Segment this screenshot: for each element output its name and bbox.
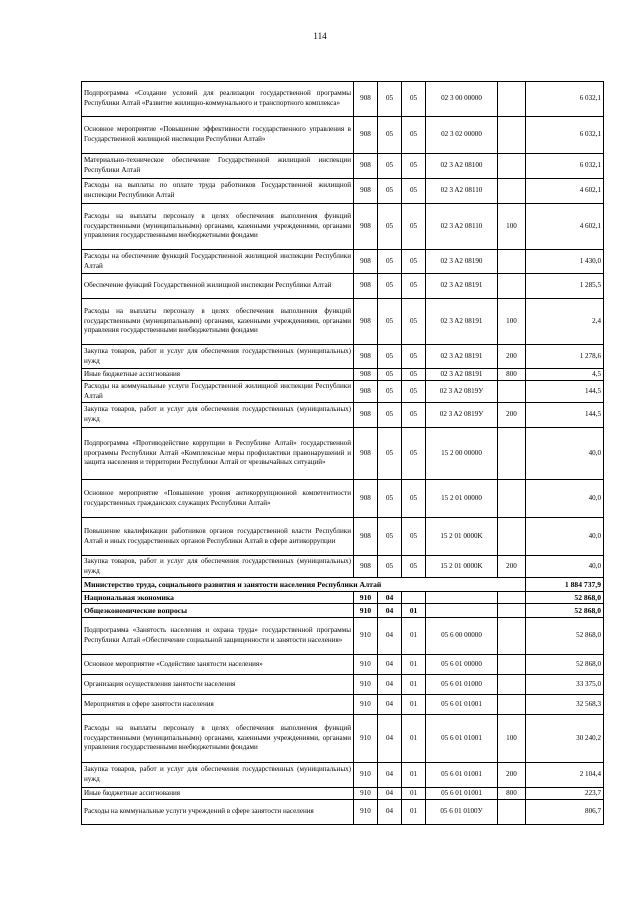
cell-subsection: 05 <box>402 82 426 117</box>
cell-section: 04 <box>378 675 402 695</box>
cell-amount: 1 884 737,9 <box>526 578 604 592</box>
cell-amount: 40,0 <box>526 480 604 518</box>
cell-ministry-code: 908 <box>354 345 378 369</box>
cell-expense-type: 100 <box>498 299 526 345</box>
cell-section: 04 <box>378 655 402 675</box>
cell-target-article: 02 3 02 00000 <box>426 117 498 154</box>
cell-name: Повышение квалификации работников органов государственной власти Республики Алтай и иных государственных органов Республики Алтай в сфере антикоррупции <box>82 518 354 556</box>
cell-expense-type: 200 <box>498 345 526 369</box>
cell-expense-type <box>498 274 526 299</box>
cell-amount: 2,4 <box>526 299 604 345</box>
cell-amount: 144,5 <box>526 403 604 428</box>
cell-section: 05 <box>378 556 402 578</box>
cell-subsection: 05 <box>402 274 426 299</box>
cell-section: 05 <box>378 179 402 204</box>
cell-section: 04 <box>378 592 402 604</box>
table-row <box>82 788 604 800</box>
cell-amount: 40,0 <box>526 556 604 578</box>
cell-name: Организация осуществления занятости населения <box>82 675 354 695</box>
cell-target-article: 02 3 A2 08191 <box>426 369 498 381</box>
table-row <box>82 695 604 715</box>
cell-subsection: 01 <box>402 618 426 655</box>
cell-expense-type <box>498 117 526 154</box>
table-row <box>82 578 604 592</box>
cell-target-article: 02 3 A2 08190 <box>426 250 498 274</box>
table-row <box>82 556 604 578</box>
cell-name: Закупка товаров, работ и услуг для обеспечения государственных (муниципальных) нужд <box>82 763 354 788</box>
cell-amount: 52 868,0 <box>526 655 604 675</box>
cell-target-article: 02 3 A2 08100 <box>426 154 498 179</box>
table-row <box>82 763 604 788</box>
cell-target-article <box>426 604 498 618</box>
cell-amount: 1 430,0 <box>526 250 604 274</box>
cell-name: Расходы на выплаты персоналу в целях обеспечения выполнения функций государственными (муниципальными) органами, казенными учреждениями, органами управления государственными внебюджетными фондами <box>82 204 354 250</box>
budget-table <box>81 81 604 825</box>
table-row <box>82 518 604 556</box>
cell-amount: 2 104,4 <box>526 763 604 788</box>
cell-target-article: 02 3 A2 08191 <box>426 345 498 369</box>
cell-name: Расходы на коммунальные услуги Государственной жилищной инспекции Республики Алтай <box>82 381 354 403</box>
cell-section: 05 <box>378 274 402 299</box>
cell-name: Закупка товаров, работ и услуг для обеспечения государственных (муниципальных) нужд <box>82 403 354 428</box>
cell-ministry-code: 908 <box>354 117 378 154</box>
cell-amount: 144,5 <box>526 381 604 403</box>
cell-target-article: 05 6 01 01001 <box>426 715 498 763</box>
table-row <box>82 345 604 369</box>
cell-name: Расходы на выплаты персоналу в целях обеспечения выполнения функций государственными (муниципальными) органами, казенными учреждениями, органами управления государственными внебюджетными фондами <box>82 299 354 345</box>
cell-target-article: 02 3 A2 08110 <box>426 204 498 250</box>
cell-expense-type <box>498 154 526 179</box>
cell-name: Подпрограмма «Занятость населения и охрана труда» государственной программы Республики Алтай «Обеспечение социальной защищенности и занятости населения» <box>82 618 354 655</box>
cell-name: Общеэкономические вопросы <box>82 604 354 618</box>
cell-section: 05 <box>378 154 402 179</box>
cell-section: 04 <box>378 695 402 715</box>
cell-amount: 6 032,1 <box>526 154 604 179</box>
cell-section: 05 <box>378 480 402 518</box>
cell-subsection: 05 <box>402 480 426 518</box>
cell-name: Иные бюджетные ассигнования <box>82 369 354 381</box>
cell-name: Иные бюджетные ассигнования <box>82 788 354 800</box>
cell-subsection: 05 <box>402 179 426 204</box>
cell-expense-type: 200 <box>498 556 526 578</box>
cell-target-article: 02 3 A2 0819У <box>426 403 498 428</box>
cell-ministry-code: 910 <box>354 715 378 763</box>
cell-target-article: 05 6 00 00000 <box>426 618 498 655</box>
cell-amount: 30 240,2 <box>526 715 604 763</box>
cell-section: 05 <box>378 117 402 154</box>
cell-ministry-code: 910 <box>354 675 378 695</box>
cell-ministry-code: 910 <box>354 800 378 825</box>
cell-name: Закупка товаров, работ и услуг для обеспечения государственных (муниципальных) нужд <box>82 556 354 578</box>
cell-subsection: 05 <box>402 369 426 381</box>
cell-section: 04 <box>378 618 402 655</box>
cell-name: Обеспечение функций Государственной жилищной инспекции Республики Алтай <box>82 274 354 299</box>
cell-ministry-code: 908 <box>354 274 378 299</box>
cell-section: 04 <box>378 800 402 825</box>
cell-target-article: 05 6 01 01001 <box>426 788 498 800</box>
cell-name: Расходы на выплаты персоналу в целях обеспечения выполнения функций государственными (муниципальными) органами, казенными учреждениями, органами управления государственными внебюджетными фондами <box>82 715 354 763</box>
cell-target-article: 15 2 01 0000K <box>426 556 498 578</box>
cell-section: 04 <box>378 788 402 800</box>
table-row <box>82 604 604 618</box>
cell-ministry-code: 908 <box>354 428 378 480</box>
cell-amount: 32 568,3 <box>526 695 604 715</box>
cell-target-article: 15 2 01 00000 <box>426 480 498 518</box>
cell-ministry-code: 910 <box>354 655 378 675</box>
table-row <box>82 154 604 179</box>
table-row <box>82 592 604 604</box>
table-row <box>82 82 604 117</box>
table-row <box>82 381 604 403</box>
cell-ministry-code: 908 <box>354 82 378 117</box>
cell-subsection: 05 <box>402 345 426 369</box>
cell-expense-type: 200 <box>498 403 526 428</box>
cell-amount: 6 032,1 <box>526 82 604 117</box>
table-row <box>82 299 604 345</box>
table-row <box>82 655 604 675</box>
cell-ministry-code: 908 <box>354 299 378 345</box>
table-row <box>82 800 604 825</box>
cell-expense-type <box>498 250 526 274</box>
cell-expense-type <box>498 82 526 117</box>
cell-section: 04 <box>378 604 402 618</box>
cell-name: Расходы на коммунальные услуги учреждений в сфере занятости населения <box>82 800 354 825</box>
cell-section: 04 <box>378 715 402 763</box>
table-row <box>82 618 604 655</box>
cell-expense-type <box>498 428 526 480</box>
cell-subsection: 05 <box>402 381 426 403</box>
cell-section: 05 <box>378 369 402 381</box>
cell-expense-type: 800 <box>498 369 526 381</box>
cell-subsection: 05 <box>402 518 426 556</box>
cell-amount: 1 278,6 <box>526 345 604 369</box>
cell-section: 05 <box>378 299 402 345</box>
cell-target-article: 02 3 A2 08191 <box>426 274 498 299</box>
cell-ministry-title: Министерство труда, социального развития и занятости населения Республики Алтай <box>82 578 526 592</box>
cell-ministry-code: 910 <box>354 604 378 618</box>
cell-section: 05 <box>378 345 402 369</box>
cell-subsection: 05 <box>402 204 426 250</box>
table-row <box>82 274 604 299</box>
page-number: 114 <box>313 31 327 41</box>
table-row <box>82 204 604 250</box>
cell-subsection: 01 <box>402 695 426 715</box>
cell-section: 05 <box>378 518 402 556</box>
cell-expense-type <box>498 800 526 825</box>
table-row <box>82 480 604 518</box>
cell-name: Национальная экономика <box>82 592 354 604</box>
budget-table-body <box>82 82 604 825</box>
cell-target-article: 15 2 00 00000 <box>426 428 498 480</box>
cell-name: Подпрограмма «Создание условий для реализации государственной программы Республики Алтай «Развитие жилищно-коммунального и транспортного комплекса» <box>82 82 354 117</box>
cell-expense-type <box>498 480 526 518</box>
cell-expense-type: 200 <box>498 763 526 788</box>
table-row <box>82 715 604 763</box>
cell-subsection: 01 <box>402 800 426 825</box>
table-row <box>82 428 604 480</box>
cell-target-article <box>426 592 498 604</box>
cell-amount: 52 868,0 <box>526 604 604 618</box>
cell-target-article: 05 6 01 01001 <box>426 763 498 788</box>
cell-expense-type <box>498 675 526 695</box>
cell-section: 05 <box>378 250 402 274</box>
cell-expense-type: 100 <box>498 204 526 250</box>
cell-amount: 52 868,0 <box>526 618 604 655</box>
cell-expense-type <box>498 655 526 675</box>
cell-expense-type: 100 <box>498 715 526 763</box>
cell-amount: 223,7 <box>526 788 604 800</box>
cell-subsection: 05 <box>402 556 426 578</box>
cell-section: 05 <box>378 428 402 480</box>
cell-name: Основное мероприятие «Повышение эффективности государственного управления в Государственной жилищной инспекции Республики Алтай» <box>82 117 354 154</box>
cell-amount: 52 868,0 <box>526 592 604 604</box>
cell-expense-type <box>498 179 526 204</box>
cell-section: 05 <box>378 403 402 428</box>
cell-target-article: 05 6 01 00000 <box>426 655 498 675</box>
cell-section: 04 <box>378 763 402 788</box>
cell-target-article: 05 6 01 01001 <box>426 695 498 715</box>
cell-target-article: 02 3 00 00000 <box>426 82 498 117</box>
cell-ministry-code: 908 <box>354 403 378 428</box>
cell-subsection: 05 <box>402 154 426 179</box>
cell-subsection: 05 <box>402 250 426 274</box>
cell-amount: 33 375,0 <box>526 675 604 695</box>
cell-name: Расходы на обеспечение функций Государственной жилищной инспекции Республики Алтай <box>82 250 354 274</box>
cell-expense-type <box>498 695 526 715</box>
cell-ministry-code: 908 <box>354 369 378 381</box>
cell-subsection: 05 <box>402 299 426 345</box>
cell-ministry-code: 908 <box>354 518 378 556</box>
cell-ministry-code: 910 <box>354 788 378 800</box>
cell-amount: 1 285,5 <box>526 274 604 299</box>
cell-subsection: 05 <box>402 117 426 154</box>
cell-target-article: 02 3 A2 08191 <box>426 299 498 345</box>
cell-subsection: 01 <box>402 655 426 675</box>
table-row <box>82 403 604 428</box>
cell-section: 05 <box>378 204 402 250</box>
cell-expense-type <box>498 604 526 618</box>
cell-ministry-code: 910 <box>354 592 378 604</box>
cell-expense-type <box>498 518 526 556</box>
cell-subsection <box>402 592 426 604</box>
cell-section: 05 <box>378 381 402 403</box>
cell-name: Основное мероприятие «Повышение уровня антикоррупционной компетентности государственных гражданских служащих Республики Алтай» <box>82 480 354 518</box>
cell-ministry-code: 910 <box>354 695 378 715</box>
table-row <box>82 675 604 695</box>
cell-ministry-code: 908 <box>354 381 378 403</box>
cell-ministry-code: 908 <box>354 154 378 179</box>
cell-subsection: 01 <box>402 675 426 695</box>
cell-target-article: 15 2 01 0000K <box>426 518 498 556</box>
cell-amount: 4 602,1 <box>526 179 604 204</box>
cell-section: 05 <box>378 82 402 117</box>
cell-subsection: 05 <box>402 403 426 428</box>
table-row <box>82 369 604 381</box>
cell-name: Основное мероприятие «Содействие занятости населения» <box>82 655 354 675</box>
cell-subsection: 01 <box>402 604 426 618</box>
cell-subsection: 01 <box>402 763 426 788</box>
table-row <box>82 250 604 274</box>
cell-subsection: 01 <box>402 788 426 800</box>
cell-expense-type <box>498 381 526 403</box>
cell-target-article: 02 3 A2 0819У <box>426 381 498 403</box>
cell-subsection: 05 <box>402 428 426 480</box>
cell-ministry-code: 908 <box>354 204 378 250</box>
cell-ministry-code: 910 <box>354 618 378 655</box>
cell-amount: 4 602,1 <box>526 204 604 250</box>
cell-amount: 40,0 <box>526 428 604 480</box>
cell-ministry-code: 908 <box>354 250 378 274</box>
cell-expense-type <box>498 618 526 655</box>
cell-ministry-code: 908 <box>354 556 378 578</box>
cell-amount: 40,0 <box>526 518 604 556</box>
cell-name: Расходы на выплаты по оплате труда работников Государственной жилищной инспекции Республики Алтай <box>82 179 354 204</box>
cell-amount: 4,5 <box>526 369 604 381</box>
cell-ministry-code: 908 <box>354 179 378 204</box>
cell-name: Подпрограмма «Противодействие коррупции в Республике Алтай» государственной программы Республики Алтай «Комплексные меры профилактики правонарушений и защита населения и территории Республики Алтай от чрезвычайных ситуаций» <box>82 428 354 480</box>
cell-target-article: 05 6 01 01000 <box>426 675 498 695</box>
cell-name: Закупка товаров, работ и услуг для обеспечения государственных (муниципальных) нужд <box>82 345 354 369</box>
cell-target-article: 05 6 01 0100У <box>426 800 498 825</box>
cell-ministry-code: 908 <box>354 480 378 518</box>
cell-target-article: 02 3 A2 08110 <box>426 179 498 204</box>
cell-ministry-code: 910 <box>354 763 378 788</box>
table-row <box>82 117 604 154</box>
cell-subsection: 01 <box>402 715 426 763</box>
cell-expense-type: 800 <box>498 788 526 800</box>
cell-name: Мероприятия в сфере занятости населения <box>82 695 354 715</box>
cell-amount: 6 032,1 <box>526 117 604 154</box>
table-row <box>82 179 604 204</box>
cell-expense-type <box>498 592 526 604</box>
cell-name: Материально-техническое обеспечение Государственной жилищной инспекции Республики Алтай <box>82 154 354 179</box>
cell-amount: 806,7 <box>526 800 604 825</box>
